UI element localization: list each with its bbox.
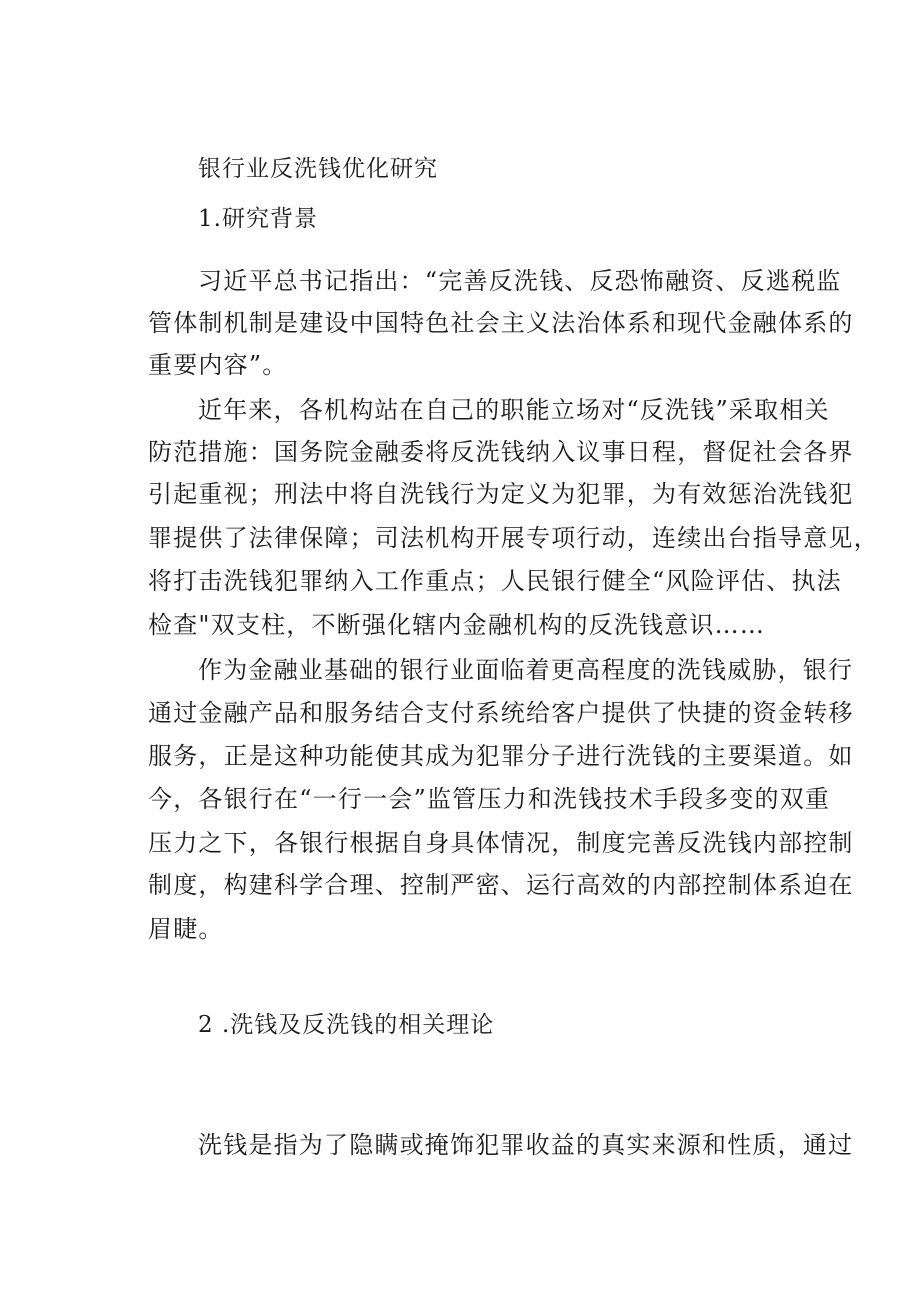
section-heading-research-background: 1.研究背景 [198, 206, 318, 232]
paragraph-line: 洗钱是指为了隐瞒或掩饰犯罪收益的真实来源和性质，通过 [198, 1131, 854, 1159]
paragraph-line: 引起重视；刑法中将自洗钱行为定义为犯罪，为有效惩治洗钱犯 [148, 480, 854, 508]
paragraph-line: 眉睫。 [148, 915, 224, 943]
paragraph-line: 管体制机制是建设中国特色社会主义法治体系和现代金融体系的 [148, 309, 854, 337]
paragraph-line: 服务，正是这种功能使其成为犯罪分子进行洗钱的主要渠道。如 [148, 742, 854, 770]
paragraph-line: 作为金融业基础的银行业面临着更高程度的洗钱威胁，银行 [198, 656, 854, 684]
paragraph-line: 习近平总书记指出：“完善反洗钱、反恐怖融资、反逃税监 [198, 267, 842, 295]
paragraph-line: 防范措施：国务院金融委将反洗钱纳入议事日程，督促社会各界 [148, 438, 854, 466]
paragraph-line: 检查"双支柱，不断强化辖内金融机构的反洗钱意识…… [148, 611, 766, 639]
document-title: 银行业反洗钱优化研究 [198, 156, 438, 182]
section-heading-money-laundering-theory: 2 .洗钱及反洗钱的相关理论 [198, 1012, 495, 1038]
paragraph-line: 罪提供了法律保障；司法机构开展专项行动，连续出台指导意见， [148, 524, 879, 552]
paragraph-line: 近年来，各机构站在自己的职能立场对“反洗钱”采取相关 [198, 396, 830, 424]
paragraph-line: 将打击洗钱犯罪纳入工作重点；人民银行健全“风险评估、执法 [148, 567, 842, 595]
paragraph-line: 通过金融产品和服务结合支付系统给客户提供了快捷的资金转移 [148, 699, 854, 727]
paragraph-line: 压力之下，各银行根据自身具体情况，制度完善反洗钱内部控制 [148, 829, 854, 857]
paragraph-line: 重要内容”。 [148, 351, 288, 379]
paragraph-line: 今，各银行在“一行一会”监管压力和洗钱技术手段多变的双重 [148, 785, 831, 813]
paragraph-line: 制度，构建科学合理、控制严密、运行高效的内部控制体系迫在 [148, 871, 854, 899]
